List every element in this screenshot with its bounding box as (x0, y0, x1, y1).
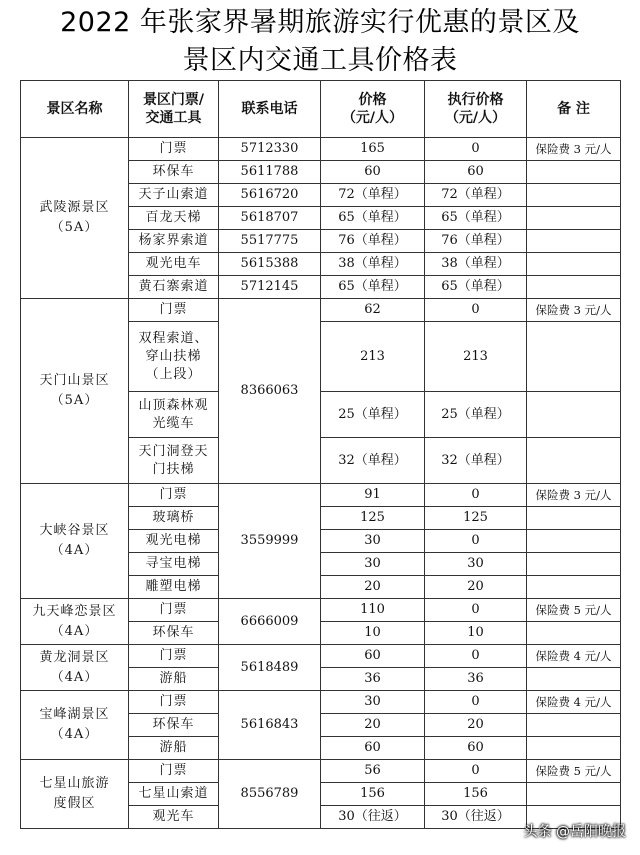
item-cell: 观光电梯 (129, 530, 219, 553)
item-cell: 观光电车 (129, 253, 219, 276)
item-cell: 门票 (129, 138, 219, 161)
header-price-line1: 价格 (358, 92, 387, 108)
item-cell: 环保车 (129, 161, 219, 184)
header-price-line2: （元/人） (341, 110, 404, 126)
item-cell: 雕塑电梯 (129, 576, 219, 599)
exec-price-cell: 76（单程） (425, 230, 527, 253)
exec-price-cell: 65（单程） (425, 207, 527, 230)
note-cell (527, 253, 621, 276)
item-cell: 门票 (129, 760, 219, 783)
item-line: 光缆车 (152, 415, 195, 431)
exec-price-cell: 60 (425, 737, 527, 760)
note-cell (527, 438, 621, 484)
price-cell: 60 (321, 161, 425, 184)
note-cell: 保险费 5 元/人 (527, 760, 621, 783)
note-cell (527, 161, 621, 184)
title-line-1: 2022 年张家界暑期旅游实行优惠的景区及 (60, 7, 580, 38)
scenic-grade: （4A） (50, 669, 99, 685)
item-cell: 寻宝电梯 (129, 553, 219, 576)
exec-price-cell: 0 (425, 138, 527, 161)
exec-price-cell: 20 (425, 714, 527, 737)
scenic-name-cell (21, 760, 129, 829)
price-cell: 165 (321, 138, 425, 161)
scenic-name-cell (21, 691, 129, 760)
note-cell (527, 392, 621, 438)
table-row (21, 484, 621, 507)
phone-cell: 5618489 (219, 645, 321, 691)
note-cell (527, 783, 621, 806)
header-note: 备 注 (527, 81, 621, 138)
item-cell (129, 438, 219, 484)
item-cell: 门票 (129, 299, 219, 322)
price-cell: 65（单程） (321, 207, 425, 230)
header-scenic: 景区名称 (21, 81, 129, 138)
exec-price-cell: 38（单程） (425, 253, 527, 276)
price-cell: 30 (321, 553, 425, 576)
note-cell (527, 553, 621, 576)
phone-cell: 5618707 (219, 207, 321, 230)
price-cell: 60 (321, 737, 425, 760)
header-price (321, 81, 425, 138)
note-cell: 保险费 3 元/人 (527, 299, 621, 322)
title-line-2: 景区内交通工具价格表 (182, 45, 458, 76)
exec-price-cell: 36 (425, 668, 527, 691)
item-cell (129, 392, 219, 438)
item-line: （上段） (145, 366, 202, 382)
header-item-line1: 景区门票/ (142, 92, 205, 108)
header-phone: 联系电话 (219, 81, 321, 138)
note-cell: 保险费 5 元/人 (527, 599, 621, 622)
scenic-grade: （5A） (50, 220, 99, 235)
scenic-name-cell (21, 645, 129, 691)
scenic-name: 黄龙洞景区 (39, 649, 110, 665)
phone-cell: 5611788 (219, 161, 321, 184)
item-cell: 七星山索道 (129, 783, 219, 806)
exec-price-cell: 30 (425, 553, 527, 576)
note-cell: 保险费 4 元/人 (527, 645, 621, 668)
item-cell: 天子山索道 (129, 184, 219, 207)
exec-price-cell: 213 (425, 322, 527, 392)
price-cell: 10 (321, 622, 425, 645)
scenic-grade: （4A） (50, 623, 99, 639)
exec-price-cell: 25（单程） (425, 392, 527, 438)
item-cell: 观光车 (129, 806, 219, 829)
price-cell: 125 (321, 507, 425, 530)
note-cell (527, 668, 621, 691)
scenic-name-cell (21, 484, 129, 599)
item-cell (129, 322, 219, 392)
price-cell: 62 (321, 299, 425, 322)
price-cell: 30 (321, 691, 425, 714)
phone-cell: 5517775 (219, 230, 321, 253)
note-cell (527, 530, 621, 553)
note-cell (527, 737, 621, 760)
watermark: 头条 @岳阳晚报 (523, 824, 626, 840)
price-cell: 76（单程） (321, 230, 425, 253)
exec-price-cell: 0 (425, 484, 527, 507)
note-cell: 保险费 3 元/人 (527, 138, 621, 161)
price-cell: 156 (321, 783, 425, 806)
scenic-name-cell (21, 138, 129, 299)
scenic-name: 武陵源景区 (39, 200, 110, 215)
page-title (0, 4, 640, 80)
price-cell: 65（单程） (321, 276, 425, 299)
note-cell (527, 714, 621, 737)
scenic-name-cell (21, 299, 129, 484)
item-line: 门扶梯 (152, 461, 195, 477)
note-cell (527, 622, 621, 645)
header-exec-line2: （元/人） (444, 110, 507, 126)
note-cell (527, 184, 621, 207)
table-header-row (21, 81, 621, 138)
item-cell: 门票 (129, 645, 219, 668)
price-cell: 20 (321, 714, 425, 737)
price-cell: 30 (321, 530, 425, 553)
item-cell: 百龙天梯 (129, 207, 219, 230)
price-cell: 25（单程） (321, 392, 425, 438)
phone-cell: 5616843 (219, 691, 321, 760)
scenic-name: 七星山旅游 (39, 776, 110, 791)
exec-price-cell: 0 (425, 760, 527, 783)
exec-price-cell: 10 (425, 622, 527, 645)
scenic-grade: （5A） (50, 393, 99, 408)
exec-price-cell: 0 (425, 645, 527, 668)
exec-price-cell: 30（往返） (425, 806, 527, 829)
scenic-name: 宝峰湖景区 (39, 707, 110, 722)
header-exec-price (425, 81, 527, 138)
scenic-grade: （4A） (50, 727, 99, 742)
exec-price-cell: 65（单程） (425, 276, 527, 299)
price-cell: 72（单程） (321, 184, 425, 207)
exec-price-cell: 0 (425, 530, 527, 553)
note-cell (527, 207, 621, 230)
phone-cell: 3559999 (219, 484, 321, 599)
scenic-name-line2: 度假区 (53, 796, 96, 811)
exec-price-cell: 20 (425, 576, 527, 599)
price-cell: 213 (321, 322, 425, 392)
price-cell: 91 (321, 484, 425, 507)
exec-price-cell: 0 (425, 691, 527, 714)
price-cell: 36 (321, 668, 425, 691)
item-cell: 门票 (129, 691, 219, 714)
price-table (20, 80, 621, 829)
scenic-name: 天门山景区 (39, 373, 110, 388)
item-cell: 环保车 (129, 714, 219, 737)
item-line: 双程索道、 (138, 330, 209, 346)
phone-cell: 8556789 (219, 760, 321, 829)
exec-price-cell: 156 (425, 783, 527, 806)
item-cell: 游船 (129, 668, 219, 691)
price-cell: 56 (321, 760, 425, 783)
note-cell (527, 507, 621, 530)
scenic-name: 九天峰恋景区 (32, 603, 117, 619)
table-row (21, 760, 621, 783)
note-cell: 保险费 4 元/人 (527, 691, 621, 714)
item-line: 山顶森林观 (138, 397, 209, 413)
phone-cell: 8366063 (219, 299, 321, 484)
price-cell: 30（往返） (321, 806, 425, 829)
exec-price-cell: 32（单程） (425, 438, 527, 484)
phone-cell: 6666009 (219, 599, 321, 645)
price-cell: 38（单程） (321, 253, 425, 276)
phone-cell: 5712145 (219, 276, 321, 299)
item-line: 穿山扶梯 (145, 348, 202, 364)
price-cell: 110 (321, 599, 425, 622)
exec-price-cell: 72（单程） (425, 184, 527, 207)
table-row (21, 599, 621, 622)
item-cell: 游船 (129, 737, 219, 760)
note-cell (527, 576, 621, 599)
item-cell: 玻璃桥 (129, 507, 219, 530)
note-cell: 保险费 3 元/人 (527, 484, 621, 507)
phone-cell: 5616720 (219, 184, 321, 207)
header-exec-line1: 执行价格 (447, 92, 504, 108)
header-item (129, 81, 219, 138)
table-row (21, 138, 621, 161)
item-line: 天门洞登天 (138, 443, 209, 459)
note-cell (527, 322, 621, 392)
scenic-grade: （4A） (50, 543, 99, 558)
item-cell: 黄石寨索道 (129, 276, 219, 299)
price-cell: 32（单程） (321, 438, 425, 484)
price-cell: 20 (321, 576, 425, 599)
exec-price-cell: 60 (425, 161, 527, 184)
item-cell: 环保车 (129, 622, 219, 645)
exec-price-cell: 125 (425, 507, 527, 530)
item-cell: 门票 (129, 599, 219, 622)
note-cell (527, 276, 621, 299)
table-row (21, 645, 621, 668)
exec-price-cell: 0 (425, 299, 527, 322)
table-row (21, 691, 621, 714)
phone-cell: 5712330 (219, 138, 321, 161)
table-row (21, 299, 621, 322)
item-cell: 门票 (129, 484, 219, 507)
exec-price-cell: 0 (425, 599, 527, 622)
header-item-line2: 交通工具 (145, 110, 202, 126)
scenic-name-cell (21, 599, 129, 645)
item-cell: 杨家界索道 (129, 230, 219, 253)
scenic-name: 大峡谷景区 (39, 523, 110, 538)
price-cell: 60 (321, 645, 425, 668)
note-cell (527, 230, 621, 253)
phone-cell: 5615388 (219, 253, 321, 276)
